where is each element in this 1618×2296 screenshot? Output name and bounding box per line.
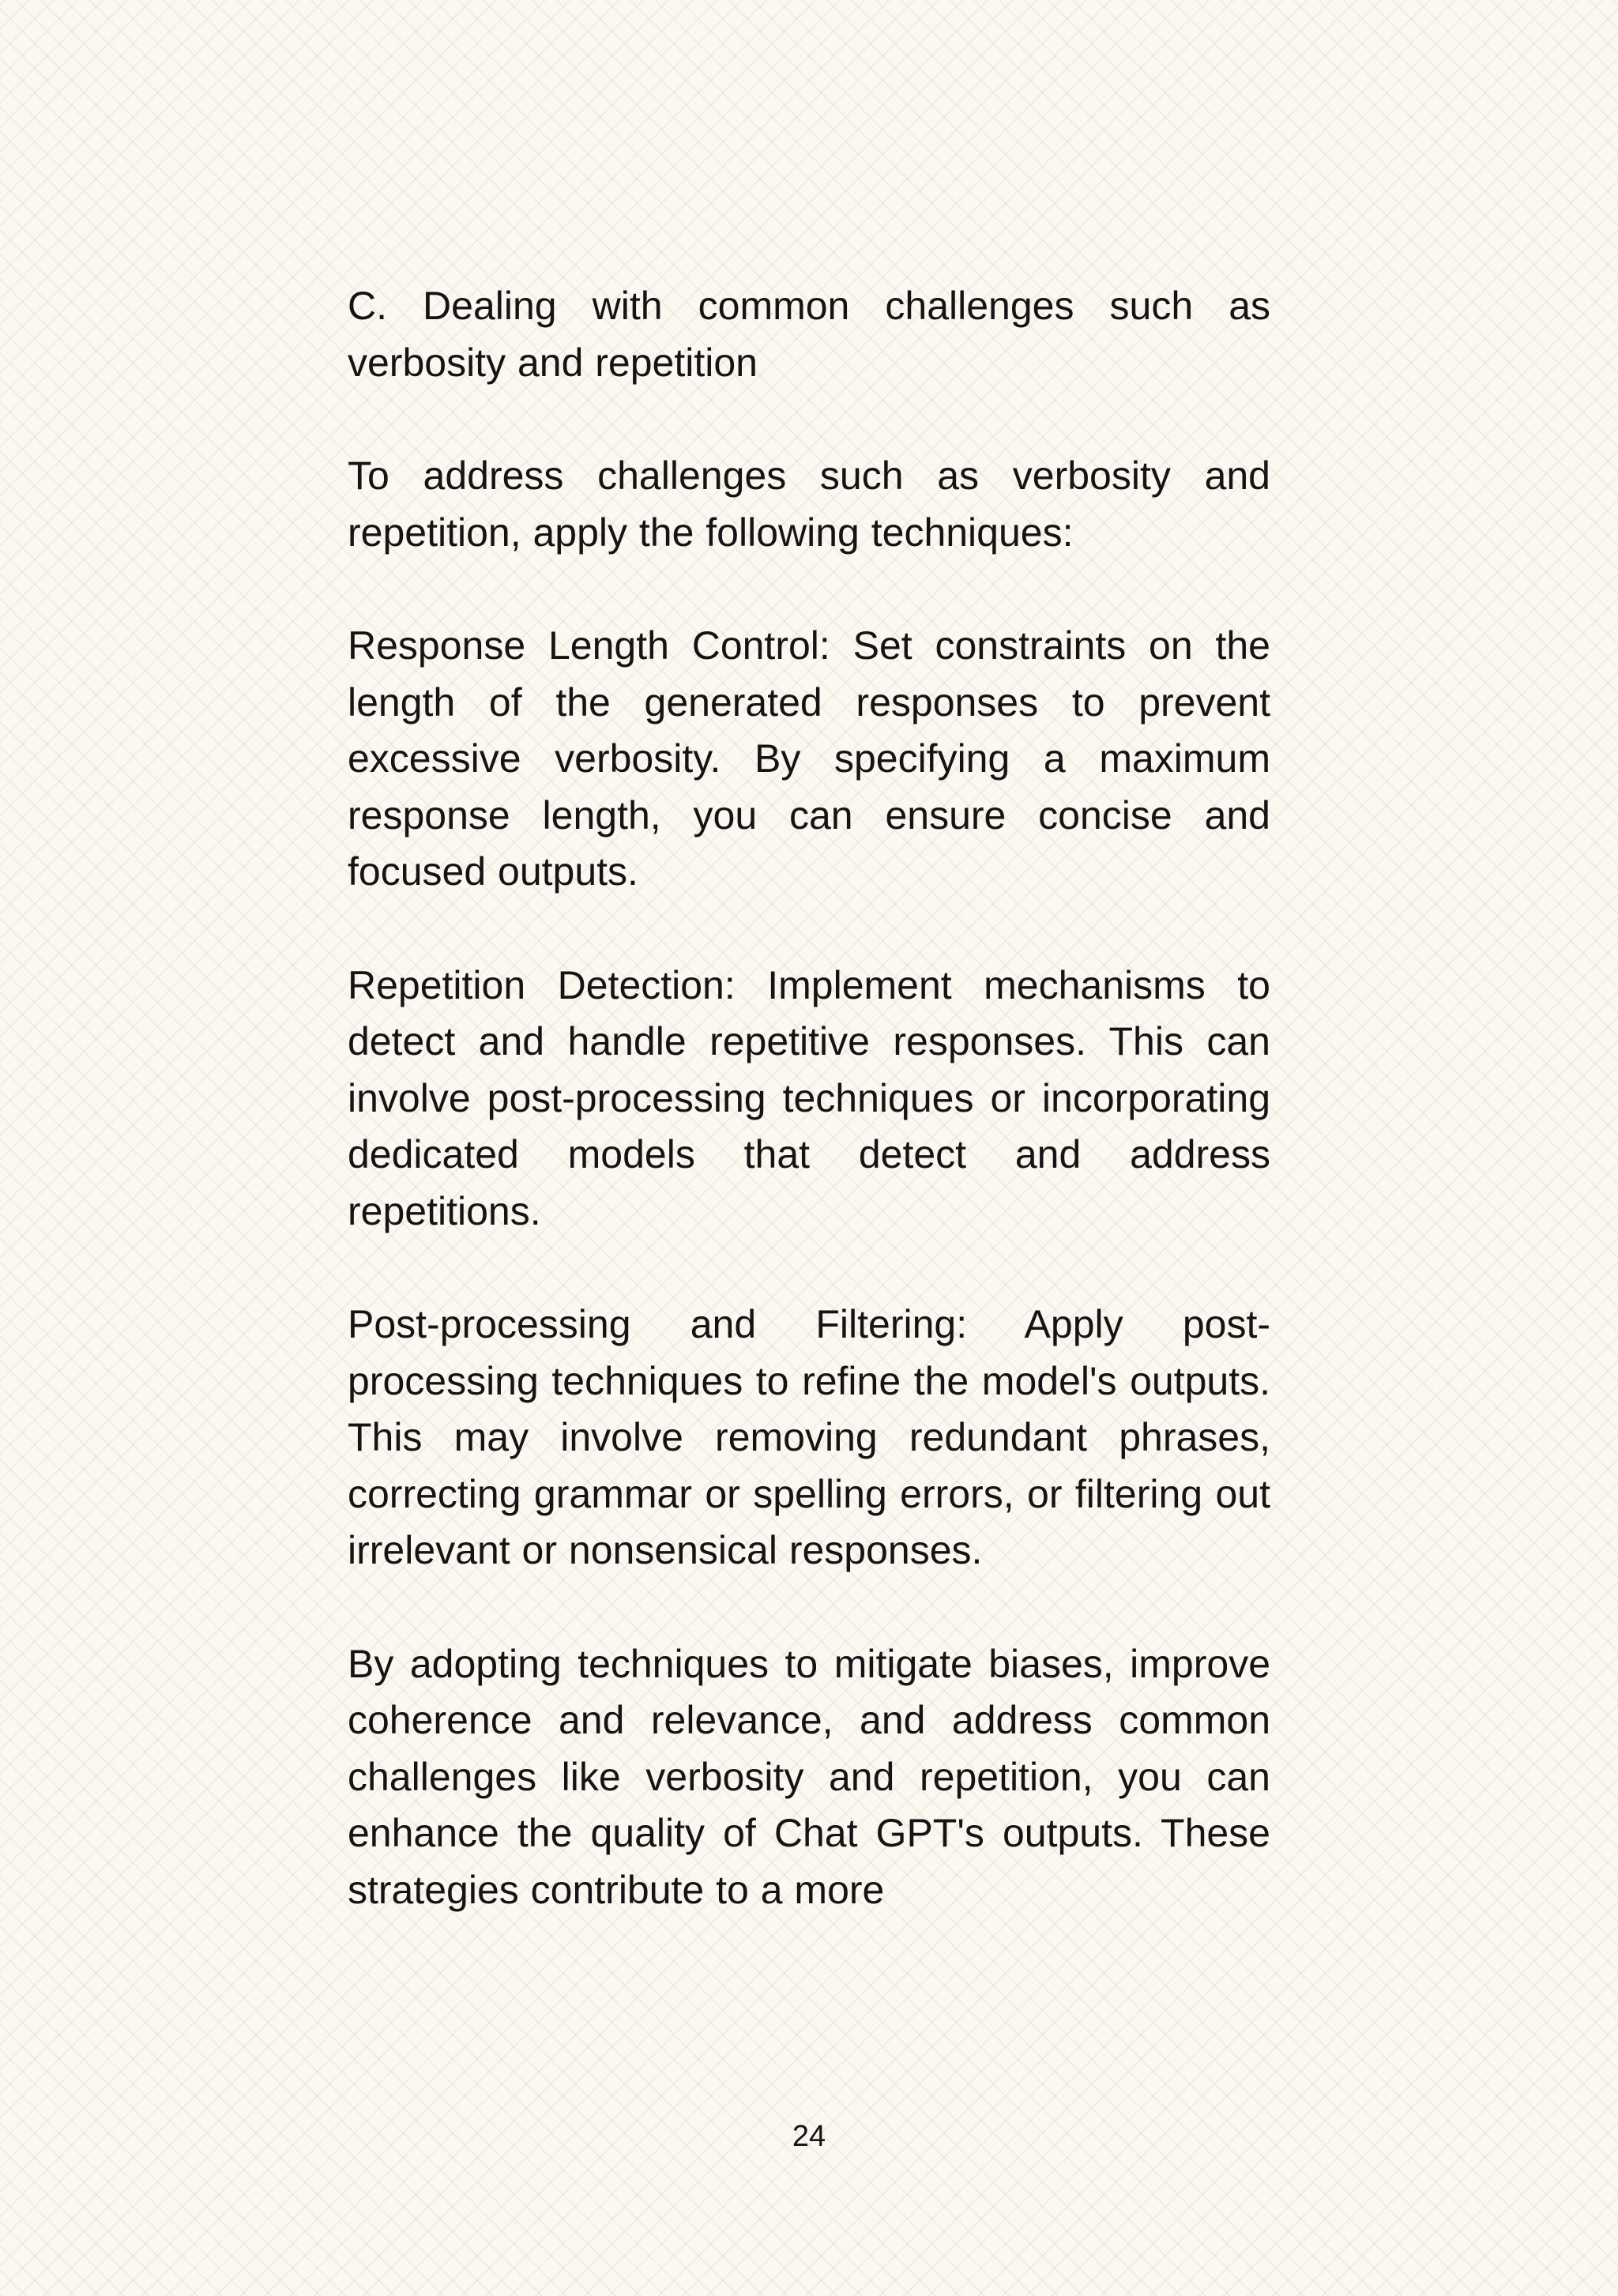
repetition-detection-paragraph: Repetition Detection: Implement mechanisms to detect and handle repetitive responses. This can involve post-processing techniques or incorporating dedicated models that detect and address repetitions. <box>348 962 1270 1233</box>
conclusion-paragraph: By adopting techniques to mitigate biases, improve coherence and relevance, and address common challenges like verbosity and repetition, you can enhance the quality of Chat GPT's outputs. These strategies contribute to a more <box>348 1641 1270 1912</box>
section-heading: C. Dealing with common challenges such as verbosity and repetition <box>348 284 1270 385</box>
page-body <box>348 278 1270 1975</box>
intro-paragraph: To address challenges such as verbosity and repetition, apply the following techniques: <box>348 454 1270 555</box>
page-number: 24 <box>792 2120 826 2153</box>
post-processing-filtering-paragraph: Post-processing and Filtering: Apply post-processing techniques to refine the model's outputs. This may involve removing redundant phrases, correcting grammar or spelling errors, or filtering out irrelevant or nonsensical responses. <box>348 1302 1270 1572</box>
response-length-control-paragraph: Response Length Control: Set constraints on the length of the generated responses to prevent excessive verbosity. By specifying a maximum response length, you can ensure concise and focused outputs. <box>348 623 1270 894</box>
